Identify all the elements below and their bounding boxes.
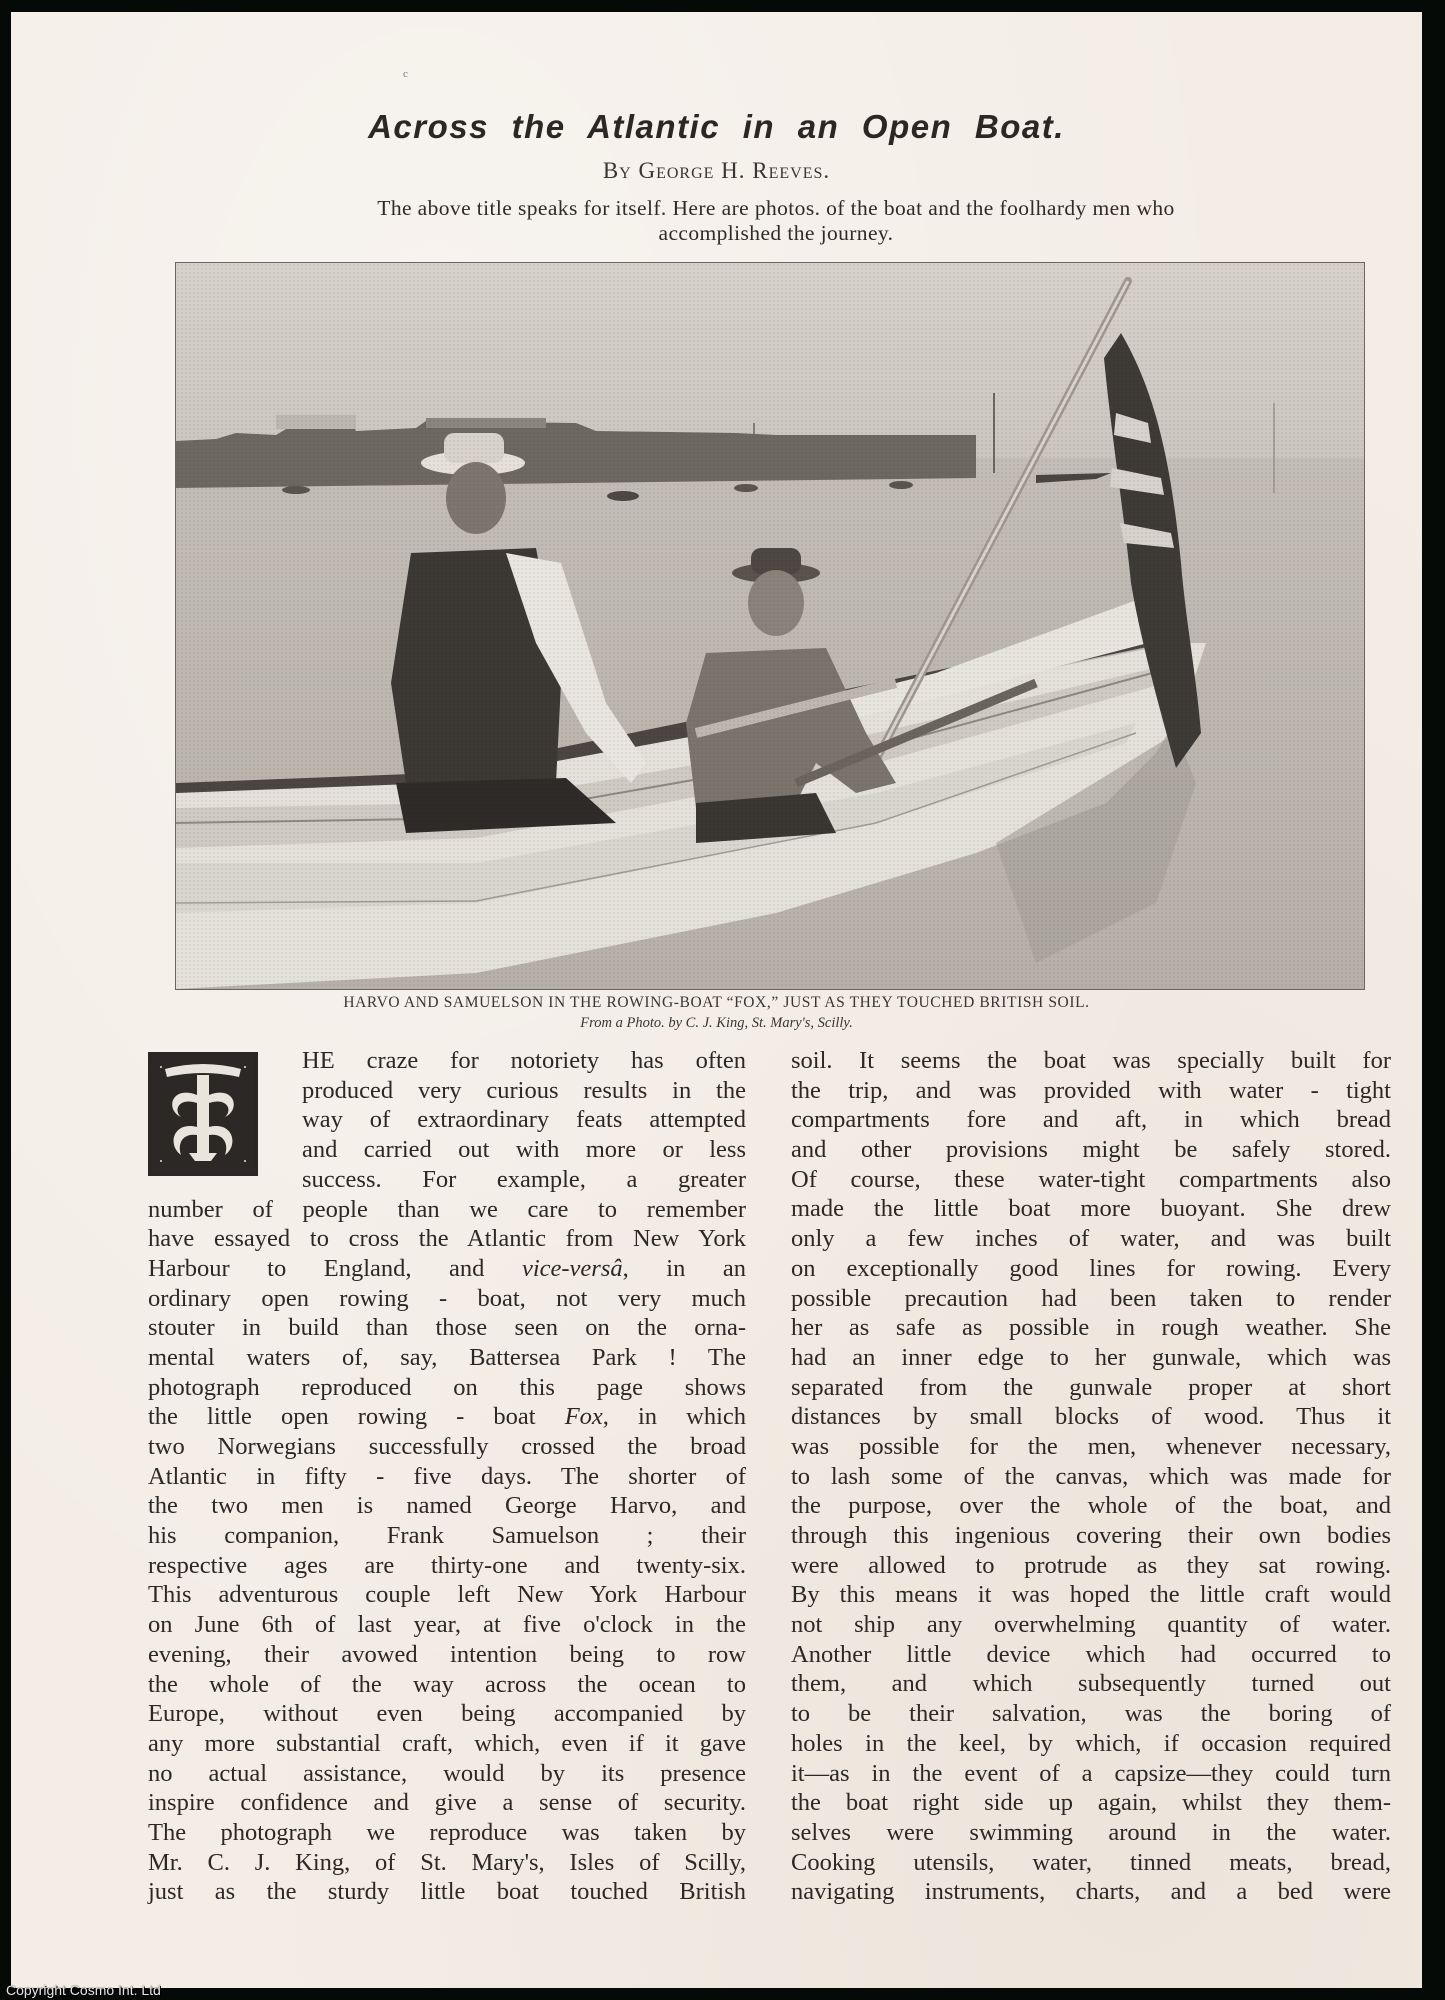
text-line: his companion, Frank Samuelson ; their xyxy=(148,1522,746,1550)
text-line: number of people than we care to remember xyxy=(148,1195,746,1223)
text-line: respective ages are thirty-one and twenty-six. xyxy=(148,1551,746,1579)
standfirst-line: accomplished the journey. xyxy=(658,221,894,245)
left-column-opening xyxy=(302,1046,746,1194)
text-line: selves were swimming around in the water. xyxy=(791,1818,1391,1846)
article-title: Across the Atlantic in an Open Boat. xyxy=(368,108,1065,145)
text-line: no actual assistance, would by its presence xyxy=(148,1759,746,1787)
text-line: had an inner edge to her gunwale, which was xyxy=(791,1343,1391,1371)
article-photo xyxy=(175,262,1365,990)
text-line: Atlantic in fifty - five days. The shorter of xyxy=(148,1462,746,1490)
text-line: By this means it was hoped the little craft would xyxy=(791,1581,1391,1609)
text-line: Harbour to England, and vice-versâ, in an xyxy=(148,1254,746,1282)
text-line: separated from the gunwale proper at short xyxy=(791,1373,1391,1401)
text-line: soil. It seems the boat was specially built for xyxy=(791,1047,1391,1074)
text-line: the whole of the way across the ocean to xyxy=(148,1670,746,1698)
photo-caption: HARVO AND SAMUELSON IN THE ROWING-BOAT “FOX,” JUST AS THEY TOUCHED BRITISH SOIL. xyxy=(343,994,1090,1011)
standfirst-line: The above title speaks for itself. Here are photos. of the boat and the foolhardy men who xyxy=(377,196,1175,220)
text-line: not ship any overwhelming quantity of water. xyxy=(791,1611,1391,1639)
text-line: to lash some of the canvas, which was made for xyxy=(791,1462,1391,1490)
text-line: The photograph we reproduce was taken by xyxy=(148,1818,746,1846)
article-standfirst xyxy=(211,196,1341,246)
text-line: the little open rowing - boat Fox, in which xyxy=(148,1403,746,1431)
text-line: Europe, without even being accompanied by xyxy=(148,1700,746,1728)
text-line: possible precaution had been taken to render xyxy=(791,1284,1391,1312)
text-line: on June 6th of last year, at five o'clock in the xyxy=(148,1611,746,1639)
text-line: holes in the keel, by which, if occasion required xyxy=(791,1729,1391,1757)
text-line: them, and which subsequently turned out xyxy=(791,1670,1391,1698)
text-line: and carried out with more or less xyxy=(302,1136,746,1164)
text-line: it—as in the event of a capsize—they could turn xyxy=(791,1759,1391,1787)
text-line: the two men is named George Harvo, and xyxy=(148,1492,746,1520)
article-byline: By George H. Reeves. xyxy=(602,158,831,183)
text-line: inspire confidence and give a sense of security. xyxy=(148,1789,746,1817)
right-column xyxy=(791,1046,1391,1907)
text-line: her as safe as possible in rough weather. She xyxy=(791,1314,1391,1342)
dropcap-initial xyxy=(148,1052,258,1176)
text-line: the trip, and was provided with water - tight xyxy=(791,1076,1391,1104)
rowing-boat-photo xyxy=(176,263,1364,989)
text-line: photograph reproduced on this page shows xyxy=(148,1373,746,1401)
text-line: were allowed to protrude as they sat rowing. xyxy=(791,1551,1391,1579)
text-line: the purpose, over the whole of the boat, and xyxy=(791,1492,1391,1520)
text-line: This adventurous couple left New York Harbour xyxy=(148,1581,746,1609)
text-line: only a few inches of water, and was built xyxy=(791,1225,1391,1253)
text-line: ordinary open rowing - boat, not very much xyxy=(148,1284,746,1312)
text-line: stouter in build than those seen on the orna- xyxy=(148,1314,746,1342)
text-line: produced very curious results in the xyxy=(302,1076,746,1104)
text-line: just as the sturdy little boat touched British xyxy=(148,1878,746,1906)
text-line: to be their salvation, was the boring of xyxy=(791,1700,1391,1728)
text-line: have essayed to cross the Atlantic from New York xyxy=(148,1225,746,1253)
text-line: success. For example, a greater xyxy=(302,1165,746,1193)
text-line: Cooking utensils, water, tinned meats, bread, xyxy=(791,1848,1391,1876)
text-line: any more substantial craft, which, even if it gave xyxy=(148,1729,746,1757)
text-line: through this ingenious covering their own bodies xyxy=(791,1522,1391,1549)
print-mark: c xyxy=(403,68,408,80)
text-line: distances by small blocks of wood. Thus it xyxy=(791,1403,1391,1431)
left-column xyxy=(148,1195,746,1908)
text-line: Mr. C. J. King, of St. Mary's, Isles of Scilly, xyxy=(148,1848,746,1876)
text-line: compartments fore and aft, in which bread xyxy=(791,1106,1391,1134)
text-line: was possible for the men, whenever necessary, xyxy=(791,1432,1391,1460)
ornate-letter-t-icon xyxy=(151,1055,255,1173)
text-line: evening, their avowed intention being to row xyxy=(148,1640,746,1668)
text-line: mental waters of, say, Battersea Park ! The xyxy=(148,1343,746,1371)
text-line: two Norwegians successfully crossed the broad xyxy=(148,1433,746,1460)
text-line: the boat right side up again, whilst they them- xyxy=(791,1789,1391,1817)
text-line: Another little device which had occurred to xyxy=(791,1640,1391,1668)
photo-credit: From a Photo. by C. J. King, St. Mary's, Scilly. xyxy=(580,1015,853,1031)
text-line: way of extraordinary feats attempted xyxy=(302,1106,746,1134)
copyright-watermark: Copyright Cosmo Int. Ltd xyxy=(6,1982,161,1998)
text-line: Of course, these water-tight compartments also xyxy=(791,1165,1391,1193)
text-line: HE craze for notoriety has often xyxy=(302,1047,746,1074)
text-line: on exceptionally good lines for rowing. Every xyxy=(791,1254,1391,1282)
text-line: made the little boat more buoyant. She drew xyxy=(791,1195,1391,1223)
text-line: and other provisions might be safely stored. xyxy=(791,1136,1391,1164)
text-line: navigating instruments, charts, and a bed were xyxy=(791,1878,1391,1906)
magazine-page xyxy=(11,12,1422,1988)
